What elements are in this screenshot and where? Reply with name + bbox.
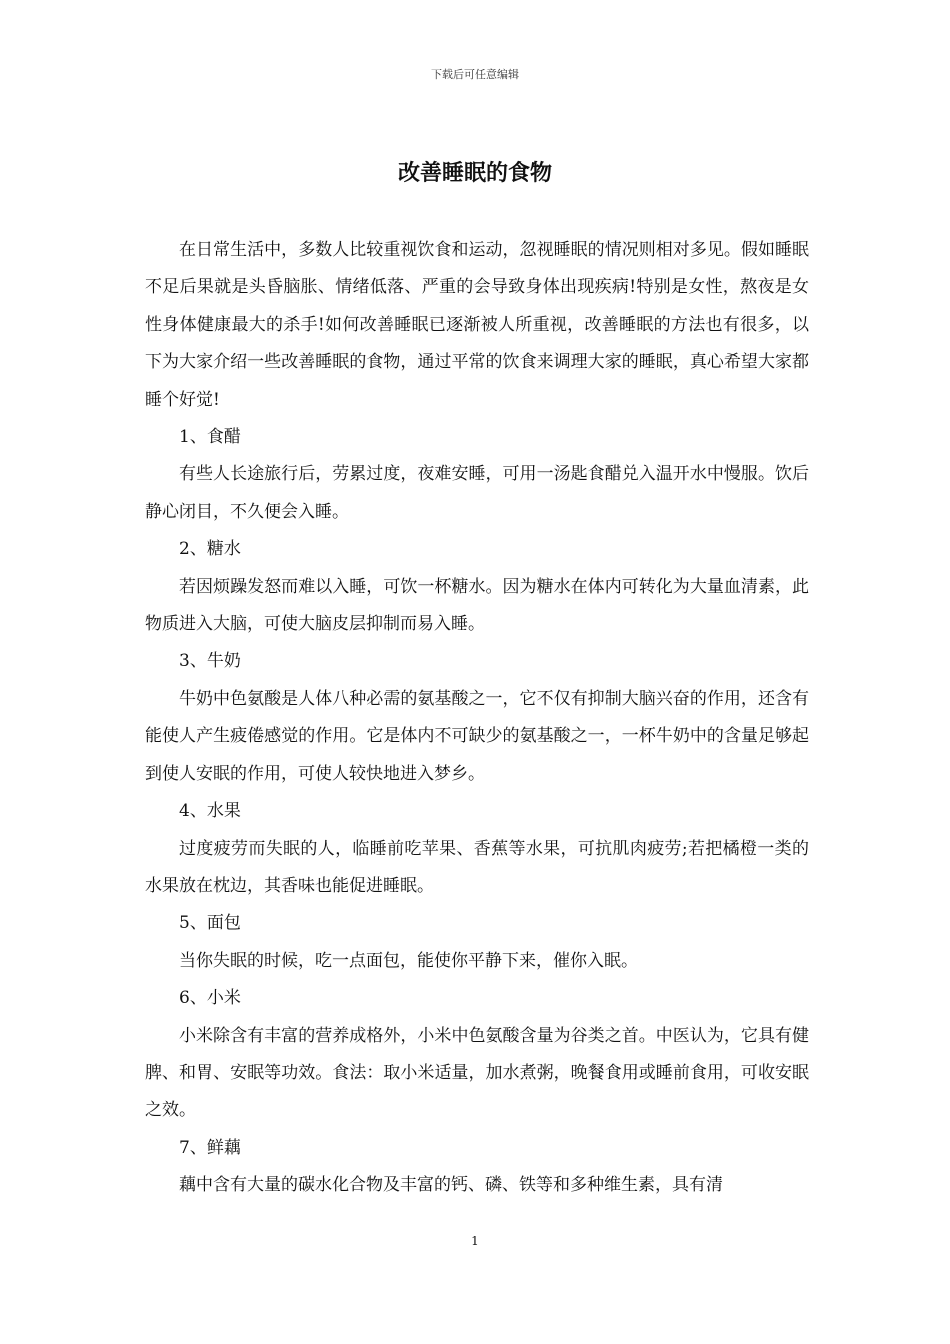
section-text-milk: 牛奶中色氨酸是人体八种必需的氨基酸之一，它不仅有抑制大脑兴奋的作用，还含有能使人产生疲倦感觉的作用。它是体内不可缺少的氨基酸之一，一杯牛奶中的含量足够起到使人安眠的作用，可使人较快地进入梦乡。 <box>145 688 809 784</box>
section-heading-milk: 3、牛奶 <box>179 651 241 672</box>
section-text-millet: 小米除含有丰富的营养成格外，小米中色氨酸含量为谷类之首。中医认为，它具有健脾、和胃、安眠等功效。食法：取小米适量，加水煮粥，晚餐食用或睡前食用，可收安眠之效。 <box>145 1025 809 1121</box>
section-heading-fruit: 4、水果 <box>179 801 241 822</box>
section-heading-lotus-root: 7、鲜藕 <box>179 1137 241 1158</box>
document-title: 改善睡眠的食物 <box>397 160 552 186</box>
page-header-note: 下载后可任意编辑 <box>431 68 519 81</box>
section-text-sugar-water: 若因烦躁发怒而难以入睡，可饮一杯糖水。因为糖水在体内可转化为大量血清素，此物质进入大脑，可使大脑皮层抑制而易入睡。 <box>145 576 809 635</box>
section-heading-bread: 5、面包 <box>179 913 241 934</box>
section-heading-millet: 6、小米 <box>179 988 241 1009</box>
section-heading-vinegar: 1、食醋 <box>179 427 241 448</box>
intro-paragraph: 在日常生活中，多数人比较重视饮食和运动，忽视睡眠的情况则相对多见。假如睡眠不足后果就是头昏脑胀、情绪低落、严重的会导致身体出现疾病!特别是女性，熬夜是女性身体健康最大的杀手!如何改善睡眠已逐渐被人所重视，改善睡眠的方法也有很多，以下为大家介绍一些改善睡眠的食物，通过平常的饮食来调理大家的睡眠，真心希望大家都睡个好觉! <box>145 240 809 410</box>
page-number: 1 <box>471 1234 479 1248</box>
document-body <box>145 232 809 1205</box>
section-text-bread: 当你失眠的时候，吃一点面包，能使你平静下来，催你入眠。 <box>179 950 638 971</box>
section-heading-sugar-water: 2、糖水 <box>179 539 241 560</box>
section-text-fruit: 过度疲劳而失眠的人，临睡前吃苹果、香蕉等水果，可抗肌肉疲劳;若把橘橙一类的水果放在枕边，其香味也能促进睡眠。 <box>145 838 809 896</box>
section-text-lotus-root: 藕中含有大量的碳水化合物及丰富的钙、磷、铁等和多种维生素，具有清 <box>179 1175 723 1196</box>
section-text-vinegar: 有些人长途旅行后，劳累过度，夜难安睡，可用一汤匙食醋兑入温开水中慢服。饮后静心闭目，不久便会入睡。 <box>145 464 809 522</box>
